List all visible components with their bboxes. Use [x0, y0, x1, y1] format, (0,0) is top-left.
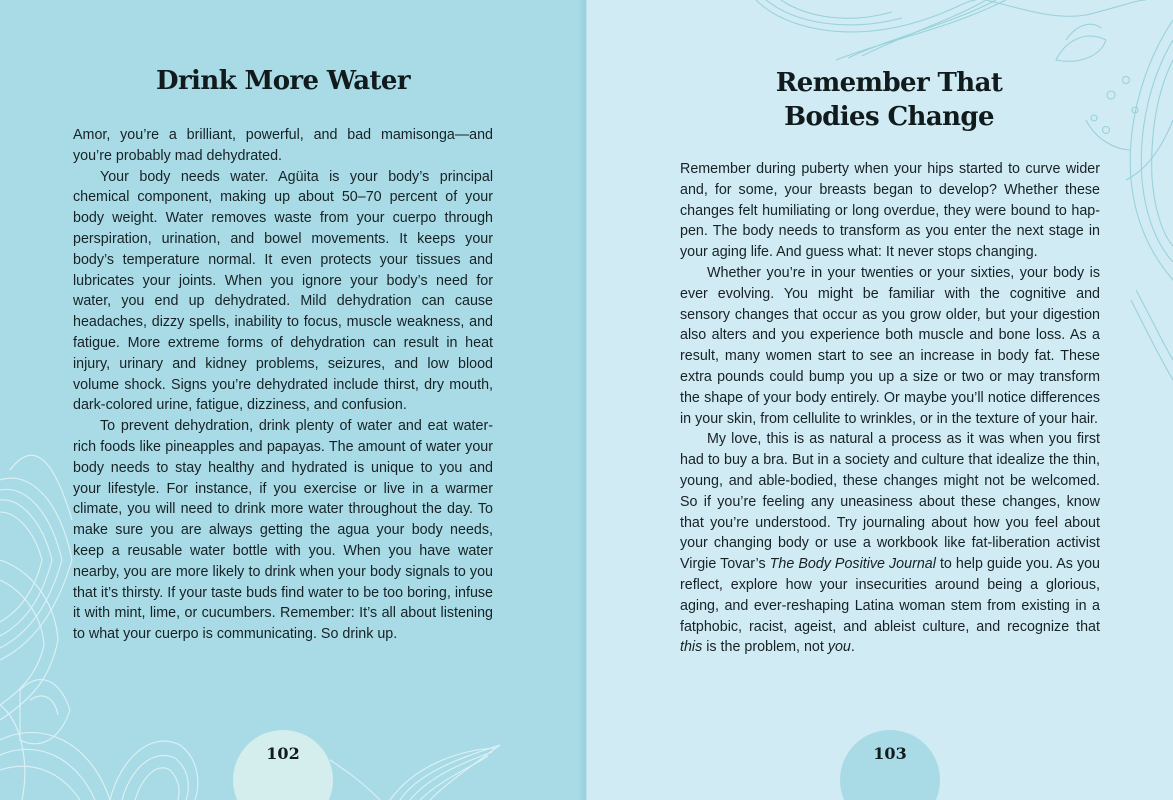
- paragraph: Amor, you’re a brilliant, powerful, and bad mamisonga—and you’re probably mad dehydrated.: [73, 127, 493, 164]
- right-page-body: [680, 159, 1100, 658]
- left-page-body: [73, 125, 493, 645]
- paragraph: [680, 429, 1100, 658]
- paragraph-text: to help guide you. As you reflect, explore how your insecurities around being a glorious, aging, and ever-reshaping Latina woman stem from existing in a fatphobic, racist, ageist, and ableist culture, and recognize that: [680, 556, 1100, 635]
- emphasis: you: [827, 639, 851, 656]
- page-number-right: 103: [873, 744, 907, 763]
- left-page: [0, 0, 586, 800]
- book-gutter: [578, 0, 588, 800]
- chapter-title-line-1: Remember That: [775, 68, 1003, 98]
- paragraph: To prevent dehydration, drink plenty of water and eat water-rich foods like pineapples and papayas. The amount of water your body needs to stay healthy and hydrated is unique to you and your lifestyle. For instance, if you exercise or live in a warmer climate, you will need to drink more water throughout the day. To make sure you are always getting the agua your body needs, keep a reusable water bottle with you. When you have water nearby, you are more likely to drink when your body signals to you that it’s thirsty. If your taste buds find water to be too boring, infuse it with mint, lime, or cucumbers. Remember: It’s all about listening to what your cuerpo is communicating. So drink up.: [73, 418, 493, 643]
- paragraph: Remember during puberty when your hips started to curve wider and, for some, your breasts began to develop? Whether these changes felt humiliating or long overdue, they were bound to happen. The body needs to transform as you enter the next stage in your aging life. And guess what: It never stops changing.: [680, 161, 1100, 261]
- right-page: [586, 0, 1173, 800]
- emphasis: this: [680, 639, 703, 656]
- chapter-title-left: Drink More Water: [156, 66, 410, 96]
- book-title: The Body Positive Journal: [769, 556, 936, 573]
- paragraph-text: My love, this is as natural a process as it was when you first had to buy a bra. But in a society and culture that idealize the thin, young, and able-bodied, these changes might not be welcomed. So if you’re feeling any uneasiness about these changes, know that you’re understood. Try journaling about how you feel about your changing body or use a workbook like fat-liberation activist Virgie Tovar’s: [680, 431, 1100, 573]
- page-number-left: 102: [266, 744, 300, 763]
- page-number-badge-right: [840, 730, 940, 800]
- paragraph-text: .: [850, 639, 855, 656]
- chapter-title-right: [586, 66, 1173, 134]
- paragraph-text: is the problem, not: [702, 639, 828, 656]
- chapter-title-line-2: Bodies Change: [784, 102, 994, 132]
- paragraph: Whether you’re in your twenties or your sixties, your body is ever evolving. You might be familiar with the cognitive and sensory changes that occur as you grow older, but your digestion also alters and you experience both muscle and bone loss. As a result, many women start to see an increase in body fat. These extra pounds could bump you up a size or two or may transform the shape of your body entirely. Or maybe you’ll notice differences in your skin, from cellulite to wrinkles, or in the texture of your hair.: [680, 264, 1100, 427]
- paragraph: Your body needs water. Agüita is your body’s principal chemical component, making up about 50–70 percent of your body weight. Water removes waste from your cuerpo through perspiration, urination, and bowel movements. It keeps your body’s temperature normal. It even protects your tissues and lubricates your joints. When you ignore your body’s need for water, you end up dehydrated. Mild dehydration can cause headaches, dizzy spells, inability to focus, muscle weakness, and fatigue. More extreme forms of dehydration can result in heat injury, urinary and kidney problems, seizures, and low blood volume shock. Signs you’re dehydrated include thirst, dry mouth, dark-colored urine, fatigue, dizziness, and confusion.: [73, 168, 493, 414]
- page-number-badge-left: [233, 730, 333, 800]
